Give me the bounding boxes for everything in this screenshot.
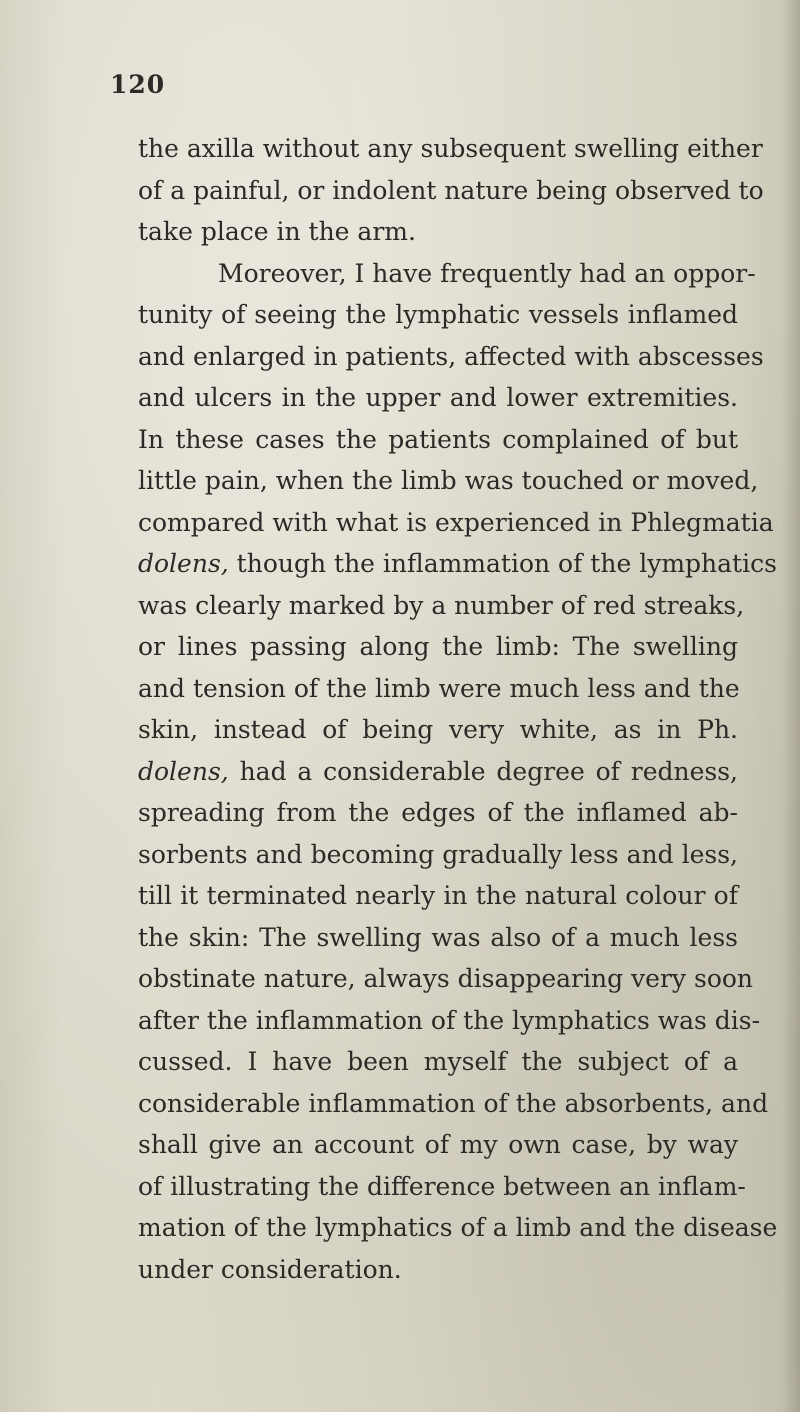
text-line: obstinate nature, always disappearing very soon <box>138 964 754 993</box>
line-remainder: had a considerable degree of redness, <box>228 756 738 786</box>
paragraph-start-line: Moreover, I have frequently had an oppor- <box>218 258 756 288</box>
text-line: till it terminated nearly in the natural colour of <box>138 881 738 910</box>
text-line: and tension of the limb were much less and the <box>138 673 740 703</box>
text-line: of a painful, or indolent nature being observed to <box>138 175 764 205</box>
text-line: spreading from the edges of the inflamed ab- <box>138 798 738 827</box>
text-line: the axilla without any subsequent swelling either <box>138 134 763 163</box>
text-line: tunity of seeing the lymphatic vessels inflamed <box>138 300 738 329</box>
text-line: mation of the lymphatics of a limb and the disease <box>138 1213 778 1242</box>
text-line: after the inflammation of the lymphatics was dis- <box>138 1005 761 1035</box>
text-line: or lines passing along the limb: The swelling <box>138 632 738 661</box>
body-text <box>138 128 778 1290</box>
text-line: under consideration. <box>138 1254 402 1284</box>
text-line: cussed. I have been myself the subject of a <box>138 1047 738 1076</box>
text-line <box>138 543 777 585</box>
text-line: and enlarged in patients, affected with abscesses <box>138 341 764 371</box>
text-line: sorbents and becoming gradually less and less, <box>138 839 738 869</box>
text-line: considerable inflammation of the absorbents, and <box>138 1088 769 1118</box>
text-line: the skin: The swelling was also of a much less <box>138 922 738 952</box>
page-number: 120 <box>110 70 166 99</box>
italic-term: dolens, <box>138 549 229 578</box>
italic-term: dolens, <box>138 756 229 786</box>
text-line: compared with what is experienced in Phlegmatia <box>138 507 774 537</box>
text-line: In these cases the patients complained of but <box>138 424 738 454</box>
text-line: take place in the arm. <box>138 217 416 246</box>
text-line: little pain, when the limb was touched or moved, <box>138 466 759 495</box>
text-line: of illustrating the difference between an inflam- <box>138 1171 746 1201</box>
text-line: and ulcers in the upper and lower extremities. <box>138 383 738 412</box>
text-line: shall give an account of my own case, by way <box>138 1130 738 1159</box>
page-edge-shadow <box>782 0 800 1412</box>
text-line: was clearly marked by a number of red streaks, <box>138 590 745 620</box>
text-line <box>138 751 738 793</box>
text-line: skin, instead of being very white, as in Ph. <box>138 715 738 744</box>
line-remainder: though the inflammation of the lymphatics <box>228 549 777 578</box>
